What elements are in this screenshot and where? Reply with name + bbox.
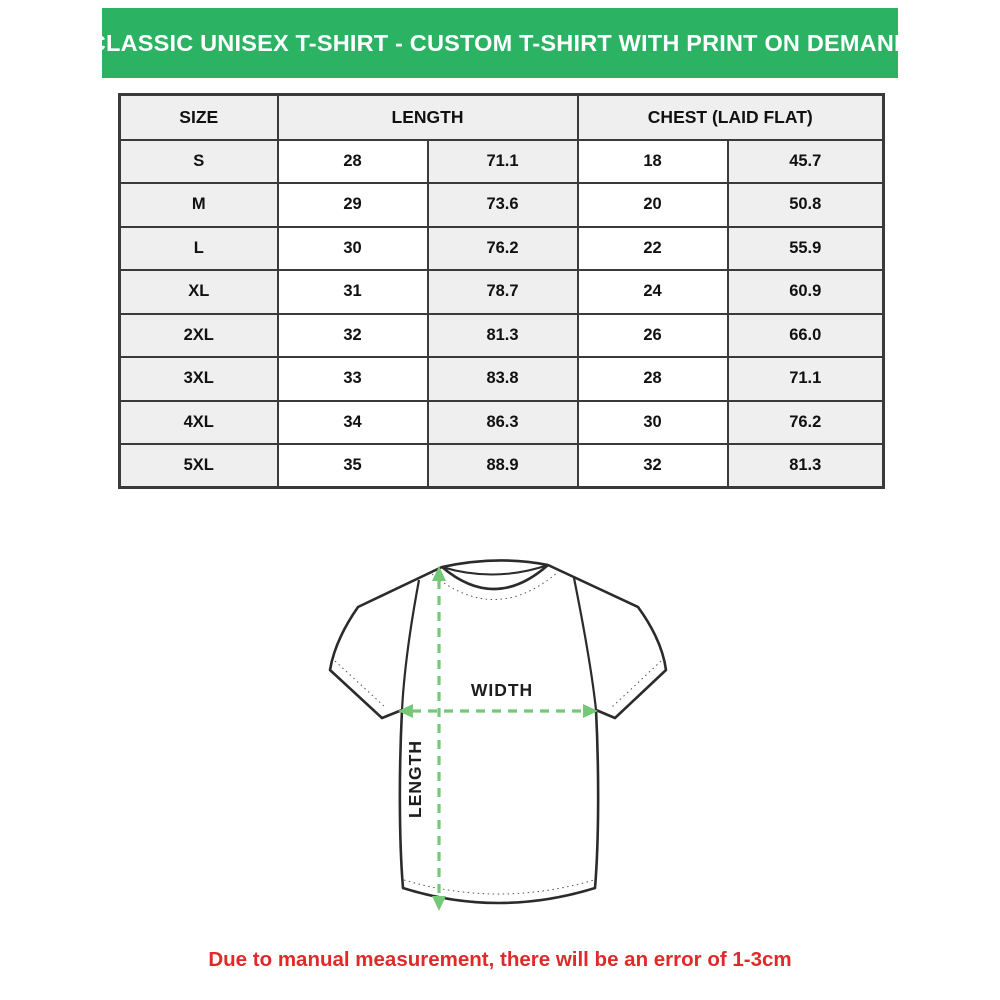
col-header-length: LENGTH [278, 95, 578, 140]
size-cell: 2XL [120, 314, 278, 358]
chest-in-cell: 26 [578, 314, 728, 358]
table-row [120, 270, 884, 314]
header-row [120, 95, 884, 140]
length-cm-cell: 88.9 [428, 444, 578, 488]
title-banner [88, 8, 912, 78]
length-cm-cell: 81.3 [428, 314, 578, 358]
col-header-size: SIZE [120, 95, 278, 140]
length-cm-cell: 76.2 [428, 227, 578, 271]
chest-cm-cell: 55.9 [728, 227, 884, 271]
chest-cm-cell: 45.7 [728, 140, 884, 184]
chest-in-cell: 30 [578, 401, 728, 445]
table-row [120, 401, 884, 445]
tshirt-body-outline [330, 560, 666, 903]
length-label: LENGTH [405, 740, 425, 818]
size-cell: M [120, 183, 278, 227]
size-cell: S [120, 140, 278, 184]
length-in-cell: 32 [278, 314, 428, 358]
chest-in-cell: 32 [578, 444, 728, 488]
length-cm-cell: 78.7 [428, 270, 578, 314]
chest-cm-cell: 76.2 [728, 401, 884, 445]
size-cell: XL [120, 270, 278, 314]
chest-cm-cell: 60.9 [728, 270, 884, 314]
chest-in-cell: 24 [578, 270, 728, 314]
length-cm-cell: 73.6 [428, 183, 578, 227]
table-row [120, 227, 884, 271]
table-row [120, 444, 884, 488]
length-cm-cell: 83.8 [428, 357, 578, 401]
size-chart [118, 93, 882, 489]
length-cm-cell: 71.1 [428, 140, 578, 184]
size-cell: L [120, 227, 278, 271]
chest-cm-cell: 81.3 [728, 444, 884, 488]
page-title: CLASSIC UNISEX T-SHIRT - CUSTOM T-SHIRT WITH PRINT ON DEMAND [88, 29, 912, 56]
measurement-note: Due to manual measurement, there will be an error of 1-3cm [208, 948, 792, 971]
size-cell: 5XL [120, 444, 278, 488]
chest-cm-cell: 66.0 [728, 314, 884, 358]
chest-in-cell: 20 [578, 183, 728, 227]
chest-in-cell: 22 [578, 227, 728, 271]
length-cm-cell: 86.3 [428, 401, 578, 445]
tshirt-diagram [318, 548, 682, 952]
table-row [120, 140, 884, 184]
length-in-cell: 29 [278, 183, 428, 227]
table-row [120, 183, 884, 227]
length-in-cell: 35 [278, 444, 428, 488]
chest-in-cell: 28 [578, 357, 728, 401]
length-in-cell: 31 [278, 270, 428, 314]
length-arrow-bottom-head [432, 896, 446, 911]
width-label: WIDTH [470, 680, 534, 700]
tshirt-outline-svg [318, 548, 682, 952]
table-row [120, 357, 884, 401]
col-header-chest: CHEST (LAID FLAT) [578, 95, 884, 140]
length-in-cell: 34 [278, 401, 428, 445]
chest-cm-cell: 71.1 [728, 357, 884, 401]
chest-cm-cell: 50.8 [728, 183, 884, 227]
size-cell: 4XL [120, 401, 278, 445]
size-chart-table [118, 93, 885, 489]
chest-in-cell: 18 [578, 140, 728, 184]
size-cell: 3XL [120, 357, 278, 401]
length-in-cell: 33 [278, 357, 428, 401]
length-in-cell: 30 [278, 227, 428, 271]
length-in-cell: 28 [278, 140, 428, 184]
table-row [120, 314, 884, 358]
